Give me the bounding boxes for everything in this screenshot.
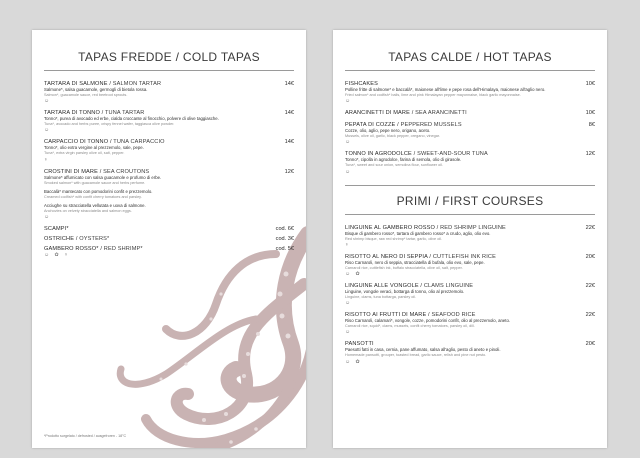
title-separator: / — [431, 193, 443, 208]
menu-item — [44, 226, 294, 232]
item-description-en: Red shrimp bisque, raw red shrimp* tartar, garlic, olive oil. — [345, 236, 443, 241]
item-price: 22€ — [585, 312, 595, 319]
section-title — [333, 50, 607, 64]
item-name-it: LINGUINE AL GAMBERO ROSSO — [345, 224, 435, 231]
item-description-en: Carnaroli rice, cuttlefish ink, buffalo stracciatella, olive oil, salt, pepper. — [345, 265, 463, 270]
section-title-en: COLD TAPAS — [182, 50, 260, 64]
item-description: Polline fritte di salmone* e baccalà*, maionese all'lime e pepe rosa dell'Himalaya, maionese all'aglio nero. — [345, 87, 546, 92]
item-name: TARTARA DI TONNO / TUNA TARTAR — [44, 110, 145, 117]
menu-item — [345, 81, 595, 104]
footnote: *Prodotto surgelato / defrosted / ausgefroren - 18°C — [44, 434, 127, 438]
item-description: Acciughe su stracciatella vellutata e uova di salmone. — [44, 203, 146, 209]
item-name-en: CUTTLEFISH INK RICE — [432, 253, 496, 260]
item-name-it: TARTARA DI TONNO — [44, 110, 100, 117]
item-name-en: SALMON TARTAR — [112, 81, 162, 87]
menu-item — [345, 225, 595, 248]
item-description: Linguine, vongole veraci, bottarga di tonno, olio al prezzemolo. — [345, 289, 465, 295]
item-name: PANSOTTI — [345, 341, 374, 348]
item-name-it: CROSTINI DI MARE — [44, 168, 98, 175]
item-description: Tonno*, cipolla in agrodolce, farina di semola, olio di girasole. — [345, 157, 462, 163]
item-price: 10€ — [585, 81, 595, 87]
section-title-it: PRIMI — [396, 193, 432, 208]
allergen-icons: ☺ — [345, 168, 353, 175]
item-price: 12€ — [585, 151, 595, 158]
menu-item — [345, 122, 595, 145]
item-description-en: Linguine, clams, tuna bottarga, parsley oil. — [345, 295, 417, 300]
item-description-en: Salmon*, guacamole sauce, red beetroot sprouts. — [44, 93, 128, 97]
allergen-icons: ☺ ✿ — [345, 358, 362, 365]
item-name-it: RISOTTO AI FRUTTI DI MARE — [345, 312, 427, 319]
menu-item — [345, 283, 595, 306]
item-name-it: GAMBERO ROSSO* — [44, 246, 99, 253]
item-description-en: Smoked salmon* with guacamole sauce and herbs perfume. — [44, 180, 146, 185]
item-name-en: OYSTERS* — [79, 236, 110, 243]
item-description: Riso Carnaroli, calamari*, vongole, cozze, pomodorini confit, olio al prezzemolo, aneto. — [345, 318, 511, 324]
item-name: ARANCINETTI DI MARE / SEA ARANCINETTI — [345, 110, 467, 117]
allergen-icons: ☺ — [44, 127, 52, 134]
item-name-en: TUNA CARPACCIO — [113, 139, 165, 146]
title-separator: / — [472, 50, 484, 64]
item-price: 20€ — [585, 341, 595, 348]
menu-item — [44, 169, 294, 221]
item-name-en: RED SHRIMP* — [103, 246, 143, 253]
menu-item — [44, 246, 294, 258]
item-name: TARTARA DI SALMONE / SALMON TARTAR — [44, 81, 162, 87]
menu-item — [44, 236, 294, 242]
item-name-en: RED SHRIMP LINGUINE — [440, 224, 506, 231]
item-name: CROSTINI DI MARE / SEA CROUTONS — [44, 168, 150, 175]
item-description-en: Tuna*, extra virgin parsley olive oil, salt, pepper. — [44, 151, 125, 156]
allergen-icons: ☺ ✿ ♆ — [44, 252, 70, 259]
item-description: Tonno*, olio extra vergine al prezzemolo, sale, pepe. — [44, 145, 144, 151]
item-description: Riso Carnaroli, nero di seppia, stracciatella di bufala, olio evo, sale, pepe. — [345, 259, 485, 265]
section-divider — [345, 214, 595, 215]
item-description: Baccalà* mantecato con pomodorini confit e prezzemolo. — [44, 188, 153, 194]
allergen-icons: ☺ — [345, 300, 353, 307]
item-description: Tonno*, purea di avocado ed erbe, cialda croccante al finocchio, polvere di olive taggiasche. — [44, 116, 219, 122]
item-name-en: PEPPERED MUSSELS — [400, 122, 462, 129]
section-title-it: TAPAS CALDE — [388, 50, 473, 64]
item-name-en: SEA CROUTONS — [103, 168, 150, 175]
menu-item — [44, 81, 294, 104]
item-description-en: Mussels, olive oil, garlic, black pepper, oregano, vinegar. — [345, 134, 440, 139]
item-name-en: SWEET-AND-SOUR TUNA — [417, 151, 488, 158]
allergen-icons: ♆ — [44, 156, 50, 163]
menu-page-right — [333, 30, 607, 448]
item-name: RISOTTO AI FRUTTI DI MARE / SEAFOOD RICE — [345, 312, 476, 319]
item-price: 14€ — [284, 139, 294, 146]
section-title — [333, 194, 607, 208]
item-name: TONNO IN AGRODOLCE / SWEET-AND-SOUR TUNA — [345, 151, 488, 158]
item-name: OSTRICHE / OYSTERS* — [44, 236, 110, 243]
allergen-icons: ♆ — [345, 241, 351, 248]
item-description-en: Carnaroli rice, squid*, clams, mussels, confit cherry tomatoes, parsley oil, dill. — [345, 324, 475, 329]
item-description: Bisque di gambero rosso*, tartara di gambero rosso* a crudo, aglio, olio evo. — [345, 230, 491, 236]
item-price: 10€ — [585, 110, 595, 117]
item-name-en: TUNA TARTAR — [104, 110, 145, 117]
item-name-it: TARTARA DI SALMONE — [44, 81, 108, 87]
section-divider — [44, 70, 294, 71]
item-description-en: Tuna*, avocado and herbs puree, crispy fennel wafer, taggiasca olive powder. — [44, 122, 175, 127]
item-name-it: RISOTTO AL NERO DI SEPPIA — [345, 253, 428, 260]
item-price: 14€ — [284, 110, 294, 117]
item-name: PEPATA DI COZZE / PEPPERED MUSSELS — [345, 122, 462, 129]
allergen-icons: ☺ — [345, 329, 353, 336]
title-separator: / — [171, 50, 183, 64]
item-price: 14€ — [284, 81, 294, 87]
item-price: cod. 6€ — [275, 226, 294, 233]
item-price: 22€ — [585, 283, 595, 290]
item-description: Paesotti fatti in casa, cernia, pane affumato, salsa all'aglio, pesto di aneto e pinoli. — [345, 347, 501, 353]
item-price: 12€ — [284, 168, 294, 175]
item-price: cod. 5€ — [275, 246, 294, 253]
item-price: cod. 3€ — [275, 236, 294, 243]
item-name: CARPACCIO DI TONNO / TUNA CARPACCIO — [44, 139, 165, 146]
allergen-icons: ☺ — [345, 98, 353, 105]
item-name-en: CLAMS LINGUINE — [423, 283, 474, 290]
section-title — [32, 50, 306, 64]
allergen-icons: ☺ ✿ — [345, 271, 362, 278]
item-description-en: Anchovies on velvety stracciatella and salmon eggs. — [44, 209, 132, 214]
menu-item — [44, 139, 294, 162]
section-title-it: TAPAS FREDDE — [78, 50, 172, 64]
menu-item — [345, 312, 595, 335]
section-divider — [345, 70, 595, 71]
section-title-en: HOT TAPAS — [483, 50, 552, 64]
item-name-it: ARANCINETTI DI MARE — [345, 110, 411, 117]
item-name-it: OSTRICHE — [44, 236, 75, 243]
item-name-it: CARPACCIO DI TONNO — [44, 139, 109, 146]
section-divider — [345, 185, 595, 186]
item-name: FISHCAKES — [345, 81, 379, 87]
item-description: Salmone*, salsa guacamole, germogli di bietola rossa. — [44, 87, 148, 92]
menu-item — [345, 254, 595, 277]
item-price: 22€ — [585, 224, 595, 231]
item-name-it: TONNO IN AGRODOLCE — [345, 151, 412, 158]
menu-item — [345, 341, 595, 364]
item-name: LINGUINE AL GAMBERO ROSSO / RED SHRIMP LINGUINE — [345, 224, 506, 231]
item-name: RISOTTO AL NERO DI SEPPIA / CUTTLEFISH INK RICE — [345, 253, 496, 260]
item-name-en: SEAFOOD RICE — [431, 312, 476, 319]
menu-page-left — [32, 30, 306, 448]
menu-item — [44, 110, 294, 133]
menu-items — [333, 225, 607, 365]
item-description-en: Creamed codfish* with confit cherry tomatoes and parsley. — [44, 194, 142, 199]
item-name: GAMBERO ROSSO* / RED SHRIMP* — [44, 246, 143, 253]
item-name-en: SEA ARANCINETTI — [415, 110, 467, 117]
menu-item — [345, 151, 595, 174]
item-description-en: Homemade pansotti, grouper, toasted bread, garlic sauce, relish and pine nut pesto. — [345, 353, 487, 358]
item-name-it: PEPATA DI COZZE — [345, 122, 396, 129]
menu-items — [333, 81, 607, 175]
allergen-icons: ☺ — [44, 98, 52, 105]
item-price: 8€ — [588, 122, 595, 129]
menu-items — [32, 81, 306, 258]
item-description: Cozze, olio, aglio, pepe nero, origano, aceto. — [345, 128, 431, 134]
item-name: LINGUINE ALLE VONGOLE / CLAMS LINGUINE — [345, 283, 474, 290]
item-description-en: Fried salmon* and codfish* balls, lime and pink Himalayan pepper mayonnaise, black garlic mayonnaise. — [345, 93, 521, 97]
allergen-icons: ☺ — [345, 139, 353, 146]
item-price: 20€ — [585, 253, 595, 260]
menu-item — [345, 110, 595, 116]
section-title-en: FIRST COURSES — [442, 193, 544, 208]
item-name-it: LINGUINE ALLE VONGOLE — [345, 283, 419, 290]
item-description: Salmone* affumicato con salsa guacamole e profumo di erbe. — [44, 174, 162, 180]
item-description-en: Tuna*, sweet and sour onion, semolina flour, sunflower oil. — [345, 163, 443, 168]
allergen-icons: ☺ — [44, 214, 52, 221]
item-name: SCAMPI* — [44, 226, 69, 233]
